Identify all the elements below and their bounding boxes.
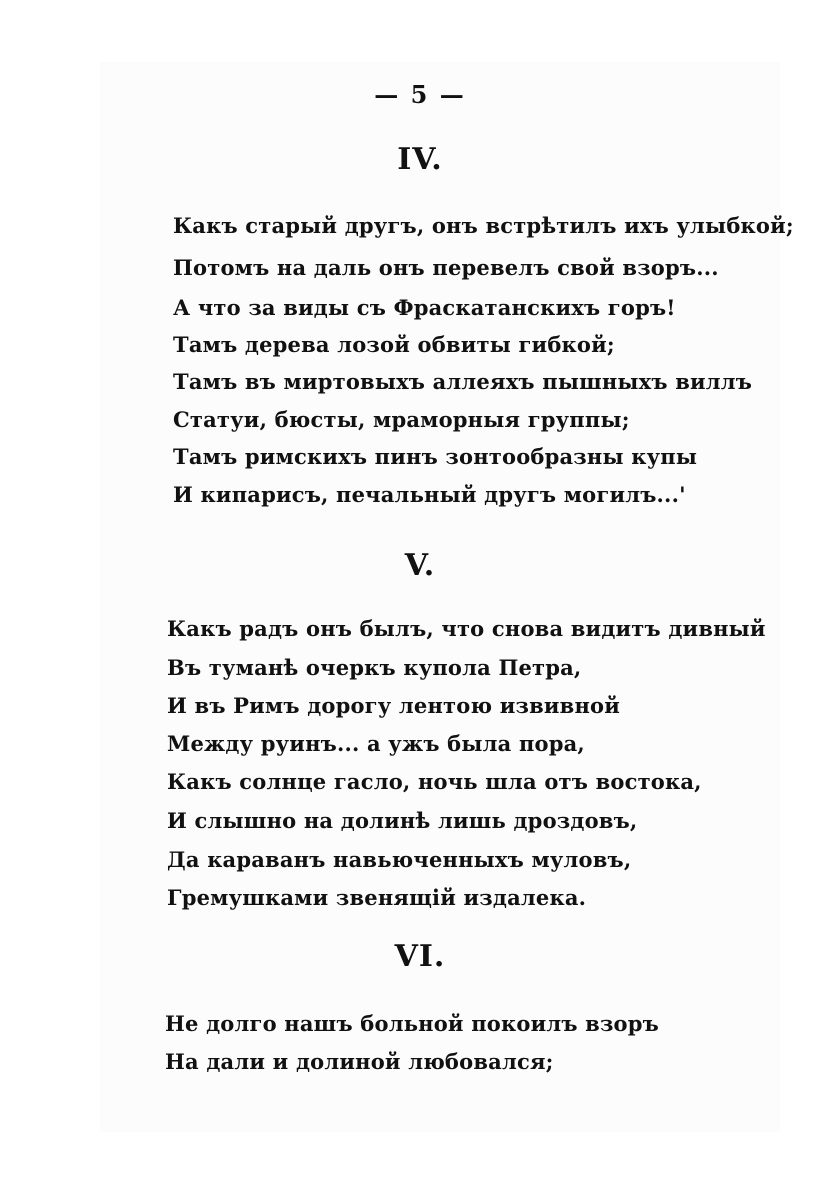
stanza-iv-line-6: Статуи, бюсты, мраморныя группы;	[173, 407, 630, 432]
stanza-v-line-8: Гремушками звенящій издалека.	[167, 885, 587, 910]
stanza-heading-vi: VI.	[394, 939, 446, 974]
stanza-iv-line-2: Потомъ на даль онъ перевелъ свой взоръ...	[173, 255, 719, 280]
stanza-v-line-4: Между руинъ... а ужъ была пора,	[167, 731, 585, 756]
stanza-iv-line-7: Тамъ римскихъ пинъ зонтообразны купы	[173, 444, 698, 469]
stanza-v-line-1: Какъ радъ онъ былъ, что снова видитъ дивный	[167, 616, 766, 641]
stanza-iv-line-5: Тамъ въ миртовыхъ аллеяхъ пышныхъ виллъ	[173, 369, 753, 394]
stanza-iv-line-8: И кипарисъ, печальный другъ могилъ...'	[173, 482, 686, 507]
stanza-iv-line-1: Какъ старый другъ, онъ встрѣтилъ ихъ улыбкой;	[173, 213, 794, 238]
page-number: — 5 —	[374, 80, 466, 109]
stanza-vi-line-2: На дали и долиной любовался;	[165, 1049, 554, 1074]
stanza-v-line-5: Какъ солнце гасло, ночь шла отъ востока,	[167, 769, 702, 794]
stanza-heading-v: V.	[404, 548, 436, 583]
stanza-iv-line-3: А что за виды съ Фраскатанскихъ горъ!	[173, 295, 676, 320]
stanza-vi-line-1: Не долго нашъ больной покоилъ взоръ	[165, 1011, 659, 1036]
stanza-heading-iv: IV.	[397, 142, 443, 177]
stanza-v-line-2: Въ туманѣ очеркъ купола Петра,	[167, 655, 582, 680]
stanza-iv-line-4: Тамъ дерева лозой обвиты гибкой;	[173, 332, 615, 357]
stanza-v-line-6: И слышно на долинѣ лишь дроздовъ,	[167, 808, 638, 833]
stanza-v-line-3: И въ Римъ дорогу лентою извивной	[167, 693, 620, 718]
stanza-v-line-7: Да караванъ навьюченныхъ муловъ,	[167, 847, 632, 872]
